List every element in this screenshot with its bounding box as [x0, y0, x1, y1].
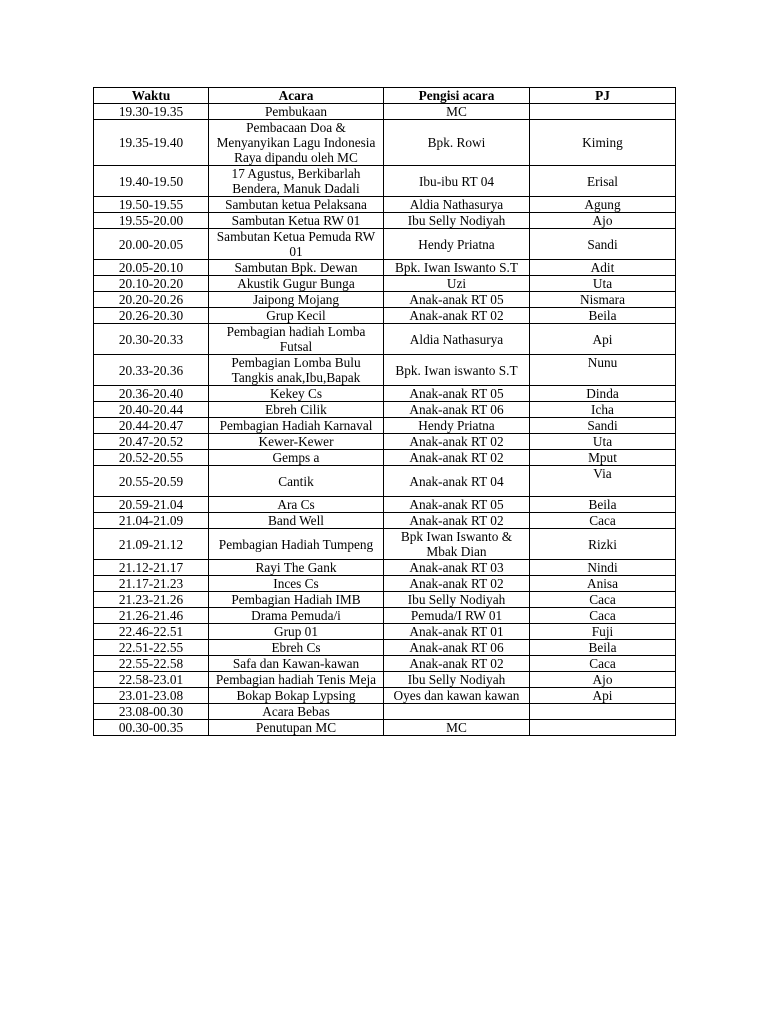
cell-pengisi-acara: Bpk Iwan Iswanto & Mbak Dian	[384, 529, 530, 560]
cell-acara: Grup Kecil	[209, 308, 384, 324]
table-row	[94, 576, 676, 592]
cell-pengisi-acara: Ibu Selly Nodiyah	[384, 672, 530, 688]
cell-acara: Band Well	[209, 513, 384, 529]
table-row	[94, 513, 676, 529]
table-row	[94, 450, 676, 466]
table-row	[94, 120, 676, 166]
cell-pj: Nismara	[530, 292, 676, 308]
cell-waktu: 20.40-20.44	[94, 402, 209, 418]
cell-pj: Caca	[530, 656, 676, 672]
cell-waktu: 22.55-22.58	[94, 656, 209, 672]
cell-pengisi-acara: Ibu Selly Nodiyah	[384, 592, 530, 608]
cell-pj: Beila	[530, 308, 676, 324]
cell-acara: Inces Cs	[209, 576, 384, 592]
cell-waktu: 21.12-21.17	[94, 560, 209, 576]
cell-pengisi-acara: Anak-anak RT 05	[384, 497, 530, 513]
cell-acara: Akustik Gugur Bunga	[209, 276, 384, 292]
table-row	[94, 434, 676, 450]
table-row	[94, 497, 676, 513]
cell-waktu: 21.23-21.26	[94, 592, 209, 608]
schedule-table-header	[94, 88, 676, 104]
cell-pengisi-acara: Hendy Priatna	[384, 418, 530, 434]
table-row	[94, 260, 676, 276]
cell-waktu: 20.59-21.04	[94, 497, 209, 513]
cell-acara: Drama Pemuda/i	[209, 608, 384, 624]
cell-pj: Nindi	[530, 560, 676, 576]
cell-pj: Erisal	[530, 166, 676, 197]
schedule-table-body	[94, 104, 676, 736]
cell-waktu: 20.20-20.26	[94, 292, 209, 308]
table-row	[94, 324, 676, 355]
cell-pengisi-acara: Anak-anak RT 05	[384, 292, 530, 308]
table-row	[94, 292, 676, 308]
cell-acara: Rayi The Gank	[209, 560, 384, 576]
cell-pj: Kiming	[530, 120, 676, 166]
table-row	[94, 276, 676, 292]
cell-waktu: 21.04-21.09	[94, 513, 209, 529]
cell-pengisi-acara: Anak-anak RT 02	[384, 450, 530, 466]
cell-pj: Sandi	[530, 418, 676, 434]
cell-waktu: 20.33-20.36	[94, 355, 209, 386]
cell-acara: Gemps a	[209, 450, 384, 466]
cell-acara: Cantik	[209, 466, 384, 497]
cell-pj: Icha	[530, 402, 676, 418]
table-row	[94, 466, 676, 497]
cell-acara: 17 Agustus, Berkibarlah Bendera, Manuk Dadali	[209, 166, 384, 197]
cell-pengisi-acara: MC	[384, 104, 530, 120]
cell-pengisi-acara: Anak-anak RT 02	[384, 656, 530, 672]
table-row	[94, 402, 676, 418]
cell-acara: Pembagian Hadiah Karnaval	[209, 418, 384, 434]
table-row	[94, 672, 676, 688]
table-row	[94, 720, 676, 736]
cell-acara: Pembagian Hadiah IMB	[209, 592, 384, 608]
cell-pj: Caca	[530, 608, 676, 624]
cell-waktu: 22.51-22.55	[94, 640, 209, 656]
cell-waktu: 20.44-20.47	[94, 418, 209, 434]
cell-waktu: 00.30-00.35	[94, 720, 209, 736]
table-row	[94, 624, 676, 640]
cell-pengisi-acara: Uzi	[384, 276, 530, 292]
table-row	[94, 560, 676, 576]
header-pj: PJ	[530, 88, 676, 104]
cell-acara: Pembagian hadiah Tenis Meja	[209, 672, 384, 688]
schedule-table	[93, 87, 676, 736]
cell-acara: Pembagian Lomba Bulu Tangkis anak,Ibu,Bapak	[209, 355, 384, 386]
cell-acara: Jaipong Mojang	[209, 292, 384, 308]
cell-pj: Rizki	[530, 529, 676, 560]
table-row	[94, 213, 676, 229]
table-row	[94, 640, 676, 656]
table-row	[94, 104, 676, 120]
table-row	[94, 355, 676, 386]
table-row	[94, 656, 676, 672]
cell-waktu: 21.09-21.12	[94, 529, 209, 560]
table-row	[94, 197, 676, 213]
cell-pengisi-acara: Ibu Selly Nodiyah	[384, 213, 530, 229]
cell-pengisi-acara: Pemuda/I RW 01	[384, 608, 530, 624]
cell-pj: Via	[530, 466, 676, 497]
cell-pj: Caca	[530, 513, 676, 529]
cell-pengisi-acara: Anak-anak RT 04	[384, 466, 530, 497]
cell-pj: Fuji	[530, 624, 676, 640]
cell-acara: Sambutan Ketua Pemuda RW 01	[209, 229, 384, 260]
cell-waktu: 23.01-23.08	[94, 688, 209, 704]
cell-waktu: 20.10-20.20	[94, 276, 209, 292]
cell-waktu: 22.58-23.01	[94, 672, 209, 688]
cell-waktu: 20.26-20.30	[94, 308, 209, 324]
cell-waktu: 20.30-20.33	[94, 324, 209, 355]
table-row	[94, 418, 676, 434]
cell-pj: Api	[530, 324, 676, 355]
cell-pj: Anisa	[530, 576, 676, 592]
cell-pj	[530, 104, 676, 120]
cell-acara: Penutupan MC	[209, 720, 384, 736]
cell-acara: Kewer-Kewer	[209, 434, 384, 450]
cell-waktu: 20.00-20.05	[94, 229, 209, 260]
cell-waktu: 23.08-00.30	[94, 704, 209, 720]
cell-acara: Pembukaan	[209, 104, 384, 120]
cell-waktu: 19.55-20.00	[94, 213, 209, 229]
cell-pj: Adit	[530, 260, 676, 276]
cell-acara: Bokap Bokap Lypsing	[209, 688, 384, 704]
cell-pengisi-acara: Ibu-ibu RT 04	[384, 166, 530, 197]
cell-waktu: 20.05-20.10	[94, 260, 209, 276]
cell-acara: Kekey Cs	[209, 386, 384, 402]
cell-waktu: 19.35-19.40	[94, 120, 209, 166]
table-row	[94, 166, 676, 197]
cell-waktu: 20.55-20.59	[94, 466, 209, 497]
cell-pj: Mput	[530, 450, 676, 466]
cell-pengisi-acara: Bpk. Iwan Iswanto S.T	[384, 260, 530, 276]
cell-acara: Safa dan Kawan-kawan	[209, 656, 384, 672]
cell-pj: Agung	[530, 197, 676, 213]
header-acara: Acara	[209, 88, 384, 104]
cell-pengisi-acara: Anak-anak RT 03	[384, 560, 530, 576]
cell-acara: Sambutan Ketua RW 01	[209, 213, 384, 229]
cell-pengisi-acara: Hendy Priatna	[384, 229, 530, 260]
cell-acara: Ebreh Cs	[209, 640, 384, 656]
table-row	[94, 704, 676, 720]
cell-pj: Caca	[530, 592, 676, 608]
cell-pengisi-acara: Aldia Nathasurya	[384, 324, 530, 355]
cell-acara: Pembagian hadiah Lomba Futsal	[209, 324, 384, 355]
header-row	[94, 88, 676, 104]
table-row	[94, 386, 676, 402]
table-row	[94, 592, 676, 608]
cell-pengisi-acara: Anak-anak RT 06	[384, 402, 530, 418]
cell-pj: Ajo	[530, 672, 676, 688]
cell-pj: Sandi	[530, 229, 676, 260]
cell-waktu: 20.36-20.40	[94, 386, 209, 402]
table-row	[94, 688, 676, 704]
cell-pengisi-acara: Bpk. Rowi	[384, 120, 530, 166]
table-row	[94, 529, 676, 560]
header-waktu: Waktu	[94, 88, 209, 104]
cell-waktu: 20.47-20.52	[94, 434, 209, 450]
cell-pengisi-acara: Anak-anak RT 02	[384, 576, 530, 592]
cell-acara: Grup 01	[209, 624, 384, 640]
cell-pengisi-acara: Anak-anak RT 06	[384, 640, 530, 656]
cell-waktu: 20.52-20.55	[94, 450, 209, 466]
header-pengisi-acara: Pengisi acara	[384, 88, 530, 104]
cell-pj: Api	[530, 688, 676, 704]
cell-pengisi-acara: Anak-anak RT 05	[384, 386, 530, 402]
cell-acara: Sambutan Bpk. Dewan	[209, 260, 384, 276]
cell-acara: Sambutan ketua Pelaksana	[209, 197, 384, 213]
cell-waktu: 19.40-19.50	[94, 166, 209, 197]
cell-pj: Ajo	[530, 213, 676, 229]
cell-pengisi-acara: Aldia Nathasurya	[384, 197, 530, 213]
cell-pj: Uta	[530, 276, 676, 292]
cell-pj: Nunu	[530, 355, 676, 386]
cell-waktu: 19.30-19.35	[94, 104, 209, 120]
cell-pengisi-acara: Anak-anak RT 02	[384, 308, 530, 324]
table-row	[94, 229, 676, 260]
cell-pengisi-acara: MC	[384, 720, 530, 736]
cell-pengisi-acara: Anak-anak RT 01	[384, 624, 530, 640]
cell-waktu: 21.17-21.23	[94, 576, 209, 592]
cell-acara: Acara Bebas	[209, 704, 384, 720]
cell-pj: Dinda	[530, 386, 676, 402]
cell-pengisi-acara: Oyes dan kawan kawan	[384, 688, 530, 704]
cell-pengisi-acara	[384, 704, 530, 720]
cell-pj: Uta	[530, 434, 676, 450]
cell-acara: Ara Cs	[209, 497, 384, 513]
cell-acara: Ebreh Cilik	[209, 402, 384, 418]
cell-waktu: 22.46-22.51	[94, 624, 209, 640]
cell-pj: Beila	[530, 497, 676, 513]
cell-pengisi-acara: Anak-anak RT 02	[384, 513, 530, 529]
table-row	[94, 608, 676, 624]
cell-waktu: 21.26-21.46	[94, 608, 209, 624]
cell-pj: Beila	[530, 640, 676, 656]
cell-acara: Pembacaan Doa & Menyanyikan Lagu Indonesia Raya dipandu oleh MC	[209, 120, 384, 166]
cell-acara: Pembagian Hadiah Tumpeng	[209, 529, 384, 560]
cell-pj	[530, 720, 676, 736]
cell-waktu: 19.50-19.55	[94, 197, 209, 213]
table-row	[94, 308, 676, 324]
cell-pengisi-acara: Anak-anak RT 02	[384, 434, 530, 450]
cell-pengisi-acara: Bpk. Iwan iswanto S.T	[384, 355, 530, 386]
cell-pj	[530, 704, 676, 720]
